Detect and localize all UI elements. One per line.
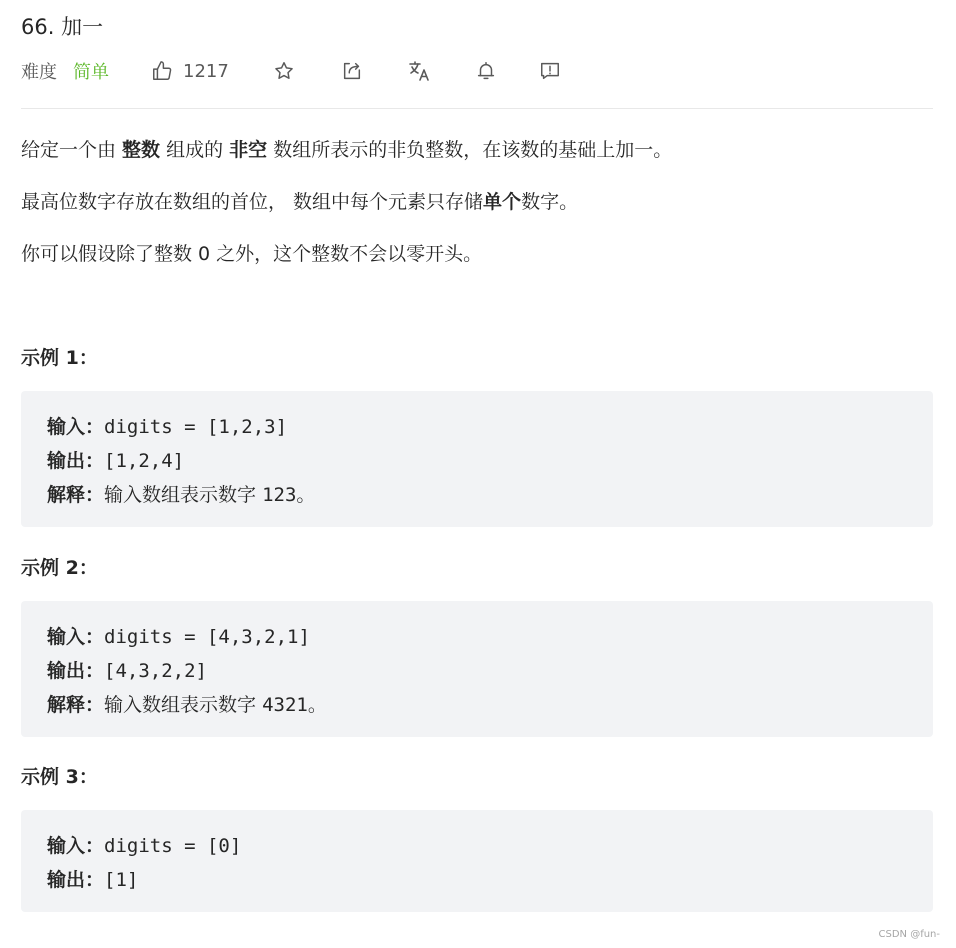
output-value: [4,3,2,2] (104, 660, 207, 682)
output-value: [1] (104, 869, 139, 891)
share-button[interactable] (341, 60, 363, 82)
thumb-up-icon (151, 60, 173, 82)
watermark: CSDN @fun- (878, 929, 940, 940)
problem-title: 66. 加一 (21, 15, 104, 39)
difficulty-badge: 简单 (73, 62, 109, 83)
explain-end: 。 (296, 484, 316, 506)
description-paragraph-2 (21, 187, 578, 214)
explain-end: 。 (307, 694, 327, 716)
example-output-line (47, 446, 184, 473)
output-label: 输出： (47, 450, 105, 472)
input-value: digits = [4,3,2,1] (104, 626, 310, 648)
explain-label: 解释： (47, 694, 105, 716)
explain-text: 输入数组表示数字 (104, 694, 263, 716)
share-icon (341, 60, 363, 82)
example-explain-line (47, 690, 327, 717)
input-label: 输入： (47, 835, 105, 857)
like-count: 1217 (183, 60, 229, 82)
translate-icon (407, 59, 431, 83)
explain-label: 解释： (47, 484, 105, 506)
example-2-title: 示例 2： (21, 557, 98, 579)
example-2-box (21, 601, 933, 737)
bold-text: 整数 (122, 139, 161, 161)
star-icon (273, 60, 295, 82)
input-value: digits = [0] (104, 835, 242, 857)
explain-number: 4321 (262, 694, 308, 716)
text: 给定一个由 (21, 139, 123, 161)
description-paragraph-3: 你可以假设除了整数 0 之外，这个整数不会以零开头。 (21, 243, 483, 265)
feedback-button[interactable] (539, 60, 561, 82)
feedback-icon (539, 60, 561, 82)
output-label: 输出： (47, 660, 105, 682)
example-1-title: 示例 1： (21, 347, 98, 369)
explain-number: 123 (262, 484, 297, 506)
example-1-box (21, 391, 933, 527)
text: 数字。 (521, 191, 579, 213)
explain-text: 输入数组表示数字 (104, 484, 263, 506)
example-input-line (47, 622, 310, 649)
example-output-line (47, 865, 138, 892)
example-3-title: 示例 3： (21, 766, 98, 788)
output-value: [1,2,4] (104, 450, 185, 472)
notification-button[interactable] (475, 60, 497, 82)
text: 数组所表示的非负整数，在该数的基础上加一。 (267, 139, 673, 161)
header-divider (21, 108, 933, 109)
example-input-line (47, 412, 287, 439)
output-label: 输出： (47, 869, 105, 891)
problem-meta-bar (21, 56, 561, 86)
example-3-box (21, 810, 933, 912)
input-label: 输入： (47, 626, 105, 648)
input-value: digits = [1,2,3] (104, 416, 288, 438)
favorite-button[interactable] (273, 60, 295, 82)
like-button[interactable] (151, 60, 229, 82)
input-label: 输入： (47, 416, 105, 438)
text: 组成的 (160, 139, 230, 161)
difficulty-label: 难度 (21, 62, 57, 83)
translate-button[interactable] (407, 59, 431, 83)
bold-text: 单个 (483, 191, 522, 213)
example-output-line (47, 656, 207, 683)
example-input-line (47, 831, 241, 858)
example-explain-line (47, 480, 315, 507)
text: 最高位数字存放在数组的首位， 数组中每个元素只存储 (21, 191, 484, 213)
bold-text: 非空 (229, 139, 268, 161)
bell-icon (475, 60, 497, 82)
description-paragraph-1 (21, 135, 672, 162)
